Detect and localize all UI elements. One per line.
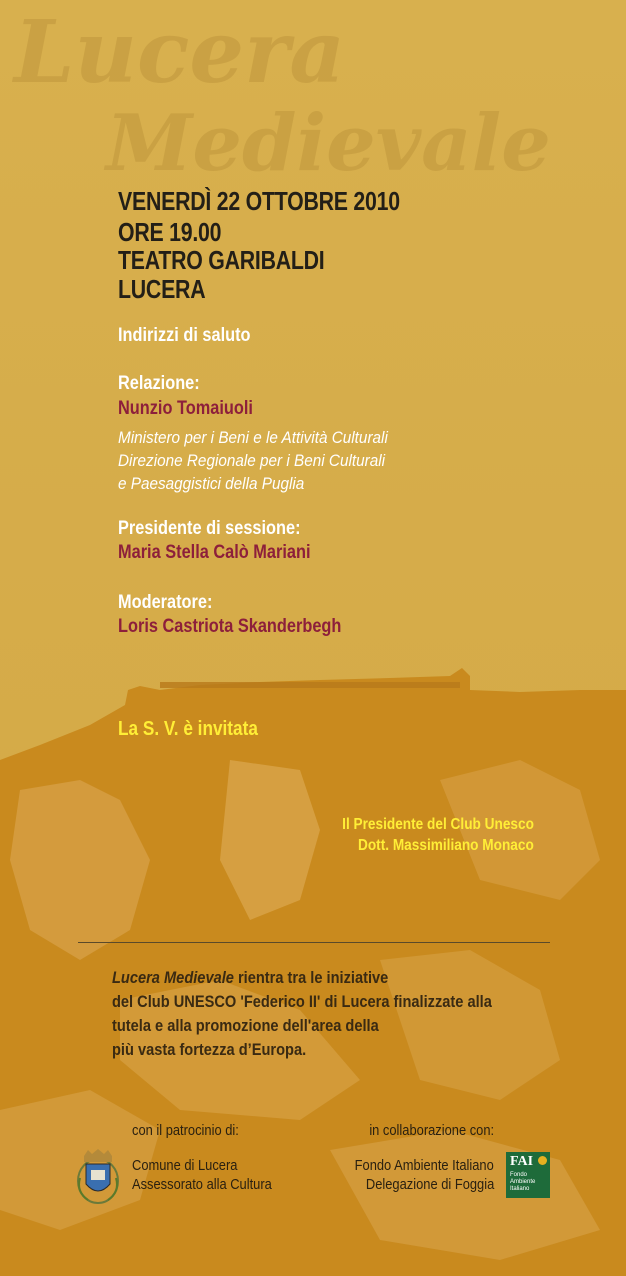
patron-line-1: Comune di Lucera: [132, 1157, 238, 1174]
fai-logo-line-3: Italiano: [510, 1186, 530, 1192]
invitation-text: La S. V. è invitata: [118, 718, 258, 740]
relatore-role-3: e Paesaggistici della Puglia: [118, 474, 305, 493]
description-emphasis: Lucera Medievale: [112, 968, 234, 987]
description-line-1-rest: rientra tra le iniziative: [233, 968, 389, 987]
fai-logo-line-2: Ambiente: [510, 1179, 536, 1185]
signature-line-2: Dott. Massimiliano Monaco: [358, 837, 534, 854]
signature-line-1: Il Presidente del Club Unesco: [342, 816, 534, 833]
relatore-name: Nunzio Tomaiuoli: [118, 398, 253, 419]
event-time: ORE 19.00: [118, 217, 222, 247]
event-venue: TEATRO GARIBALDI: [118, 245, 325, 275]
patron-line-2: Assessorato alla Cultura: [132, 1176, 272, 1193]
event-city: LUCERA: [118, 274, 206, 304]
title-watermark: [0, 0, 626, 190]
description-line-2: del Club UNESCO 'Federico II' di Lucera finalizzate alla: [112, 992, 492, 1011]
greeting-text: Indirizzi di saluto: [118, 325, 251, 346]
event-date: VENERDÌ 22 OTTOBRE 2010: [118, 186, 400, 216]
moderatore-label: Moderatore:: [118, 592, 213, 613]
comune-crest-icon: [74, 1148, 122, 1206]
fai-logo: [506, 1152, 550, 1198]
patronage-label: con il patrocinio di:: [132, 1122, 239, 1139]
description-line-1: [112, 966, 388, 990]
partner-line-2: Delegazione di Foggia: [365, 1176, 494, 1193]
description-line-3: tutela e alla promozione dell'area della: [112, 1016, 379, 1035]
moderatore-name: Loris Castriota Skanderbegh: [118, 616, 342, 637]
title-word-1: Lucera: [14, 2, 346, 103]
collaboration-label: in collaborazione con:: [369, 1122, 494, 1139]
fai-logo-word: FAI: [510, 1154, 534, 1169]
title-word-2: Medievale: [106, 98, 551, 189]
fai-logo-caption: [510, 1172, 535, 1193]
relatore-role-1: Ministero per i Beni e le Attività Culturali: [118, 428, 388, 447]
section-divider: [78, 942, 550, 943]
presidente-name: Maria Stella Calò Mariani: [118, 542, 311, 563]
partner-line-1: Fondo Ambiente Italiano: [354, 1157, 494, 1174]
fai-emblem-icon: [538, 1156, 547, 1165]
fai-logo-line-1: Fondo: [510, 1172, 528, 1178]
relatore-role-2: Direzione Regionale per i Beni Culturali: [118, 451, 386, 470]
presidente-label: Presidente di sessione:: [118, 518, 301, 539]
description-line-4: più vasta fortezza d’Europa.: [112, 1040, 307, 1059]
relazione-label: Relazione:: [118, 373, 200, 394]
